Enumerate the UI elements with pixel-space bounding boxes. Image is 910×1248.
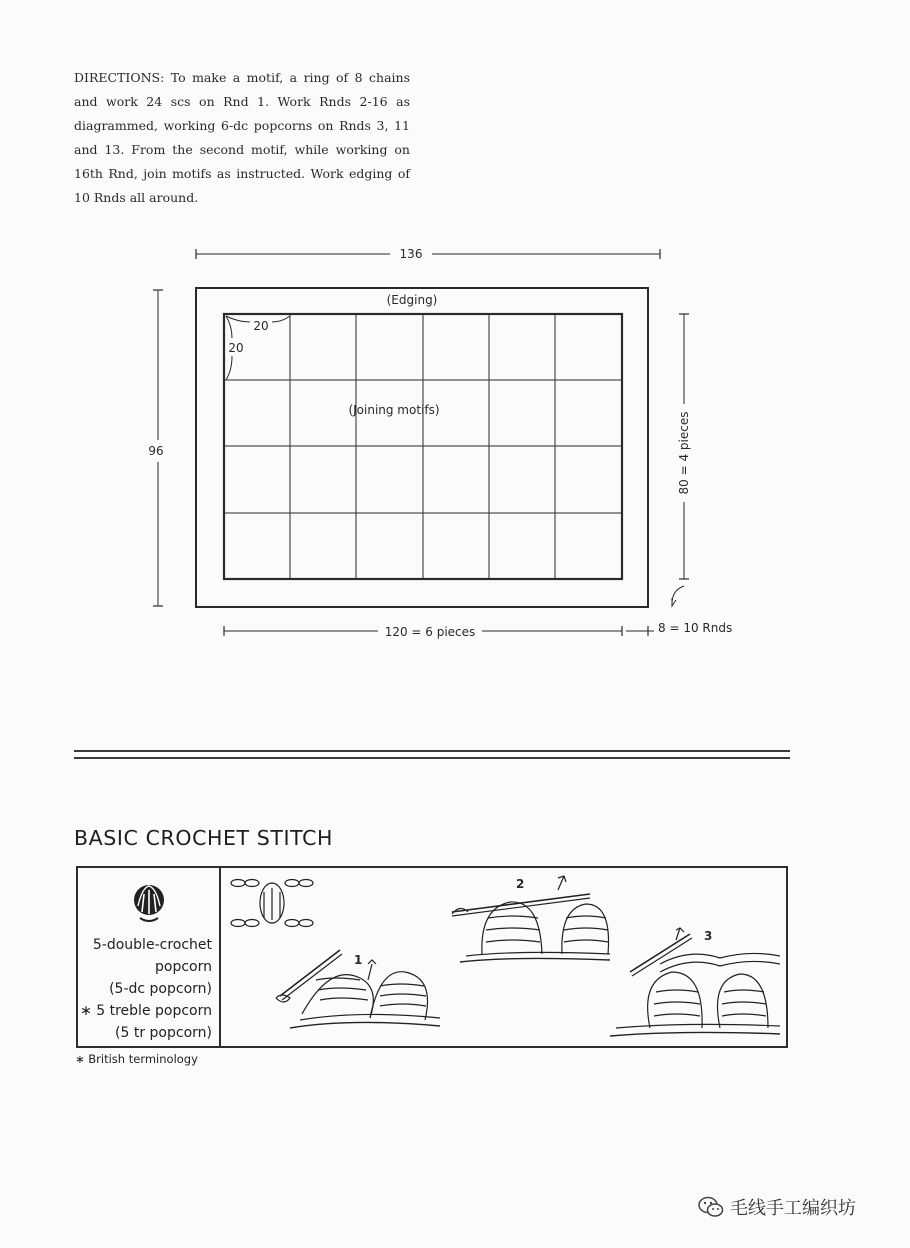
section-divider-top <box>74 750 790 752</box>
stitch-name-line: popcorn <box>155 959 212 975</box>
section-divider-bottom <box>74 757 790 759</box>
motif-width-label: 20 <box>253 319 269 333</box>
joining-motifs-label: (Joining motifs) <box>348 403 440 417</box>
popcorn-stitch-symbol-icon <box>128 878 170 926</box>
step-3-illustration <box>610 928 780 1036</box>
step-2-illustration <box>452 876 610 962</box>
edging-width-label: 8 = 10 Rnds <box>658 621 733 635</box>
inner-width-label: 120 = 6 pieces <box>384 625 476 639</box>
step-label: 2 <box>516 877 525 891</box>
directions-text: DIRECTIONS: To make a motif, a ring of 8 chains and work 24 scs on Rnd 1. Work Rnds 2-16 as diagrammed, working 6-dc popcorns on Rnds 3, 11 and 13. From the second motif, while working on 16th Rnd, join motifs as instructed. Work edging of 10 Rnds all around. <box>74 70 410 205</box>
stitch-name-line: (5 tr popcorn) <box>115 1025 212 1041</box>
popcorn-chart-symbol <box>231 880 313 927</box>
watermark-text: 毛线手工编织坊 <box>730 1198 856 1219</box>
stitch-illustrations <box>220 868 788 1046</box>
stitch-panel <box>76 866 788 1048</box>
stitch-name-line: ∗ 5 treble popcorn <box>80 1003 212 1019</box>
stitch-name-line: 5-double-crochet <box>92 937 212 953</box>
stitch-name-line: (5-dc popcorn) <box>109 981 212 997</box>
inner-height-label: 80 = 4 pieces <box>677 411 691 495</box>
wechat-icon <box>698 1195 724 1219</box>
stitch-name <box>80 934 212 1044</box>
edging-label: (Edging) <box>386 293 438 307</box>
section-title: BASIC CROCHET STITCH <box>74 826 334 850</box>
total-width-label: 136 <box>399 247 423 261</box>
step-label: 1 <box>354 953 363 967</box>
watermark <box>698 1194 856 1220</box>
motif-height-label: 20 <box>228 341 244 355</box>
total-height-label: 96 <box>148 444 164 458</box>
footnote: ∗ British terminology <box>75 1052 198 1066</box>
step-label: 3 <box>704 929 713 943</box>
